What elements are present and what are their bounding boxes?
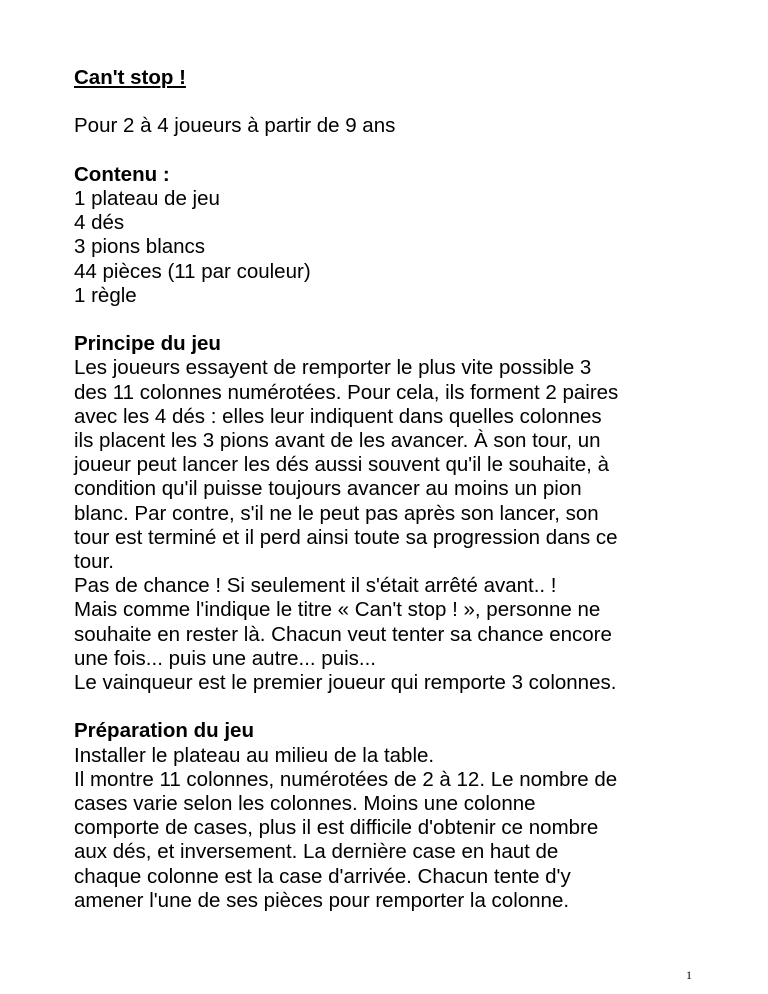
principle-line: Pas de chance ! Si seulement il s'était arrêté avant.. ! (74, 574, 557, 598)
document-page (74, 66, 714, 913)
principle-line: condition qu'il puisse toujours avancer au moins un pion (74, 477, 582, 501)
principle-line: joueur peut lancer les dés aussi souvent qu'il le souhaite, à (74, 453, 609, 477)
preparation-line: amener l'une de ses pièces pour remporter la colonne. (74, 888, 570, 912)
preparation-line: comporte de cases, plus il est difficile d'obtenir ce nombre (74, 816, 599, 840)
principle-line: des 11 colonnes numérotées. Pour cela, ils forment 2 paires (74, 380, 619, 404)
preparation-line: Il montre 11 colonnes, numérotées de 2 à 12. Le nombre de (74, 767, 618, 791)
principle-line: blanc. Par contre, s'il ne le peut pas après son lancer, son (74, 501, 599, 525)
contents-item: 44 pièces (11 par couleur) (74, 259, 311, 283)
spacer (74, 90, 714, 114)
principle-line: Mais comme l'indique le titre « Can't stop ! », personne ne (74, 598, 601, 622)
principle-line: tour. (74, 550, 114, 574)
principle-line: Les joueurs essayent de remporter le plus vite possible 3 (74, 356, 592, 380)
principle-line: une fois... puis une autre... puis... (74, 646, 376, 670)
player-info: Pour 2 à 4 joueurs à partir de 9 ans (74, 114, 396, 138)
principle-line: ils placent les 3 pions avant de les avancer. À son tour, un (74, 429, 601, 452)
document-title: Can't stop ! (74, 66, 186, 89)
preparation-heading: Préparation du jeu (74, 719, 254, 743)
preparation-line: chaque colonne est la case d'arrivée. Chacun tente d'y (74, 864, 571, 888)
principle-line: tour est terminé et il perd ainsi toute sa progression dans ce (74, 525, 618, 549)
contents-item: 1 plateau de jeu (74, 186, 220, 210)
contents-heading: Contenu : (74, 162, 170, 186)
preparation-line: cases varie selon les colonnes. Moins une colonne (74, 792, 536, 816)
page-number: 1 (686, 968, 692, 982)
principle-heading: Principe du jeu (74, 332, 221, 356)
principle-line: avec les 4 dés : elles leur indiquent dans quelles colonnes (74, 404, 602, 428)
principle-line: Le vainqueur est le premier joueur qui remporte 3 colonnes. (74, 671, 617, 695)
contents-item: 1 règle (74, 283, 137, 307)
spacer (74, 139, 714, 163)
spacer (74, 695, 714, 719)
principle-line: souhaite en rester là. Chacun veut tenter sa chance encore (74, 622, 612, 646)
spacer (74, 308, 714, 332)
contents-item: 3 pions blancs (74, 235, 206, 259)
preparation-line: Installer le plateau au milieu de la table. (74, 743, 435, 767)
preparation-line: aux dés, et inversement. La dernière case en haut de (74, 840, 559, 864)
contents-item: 4 dés (74, 211, 125, 235)
